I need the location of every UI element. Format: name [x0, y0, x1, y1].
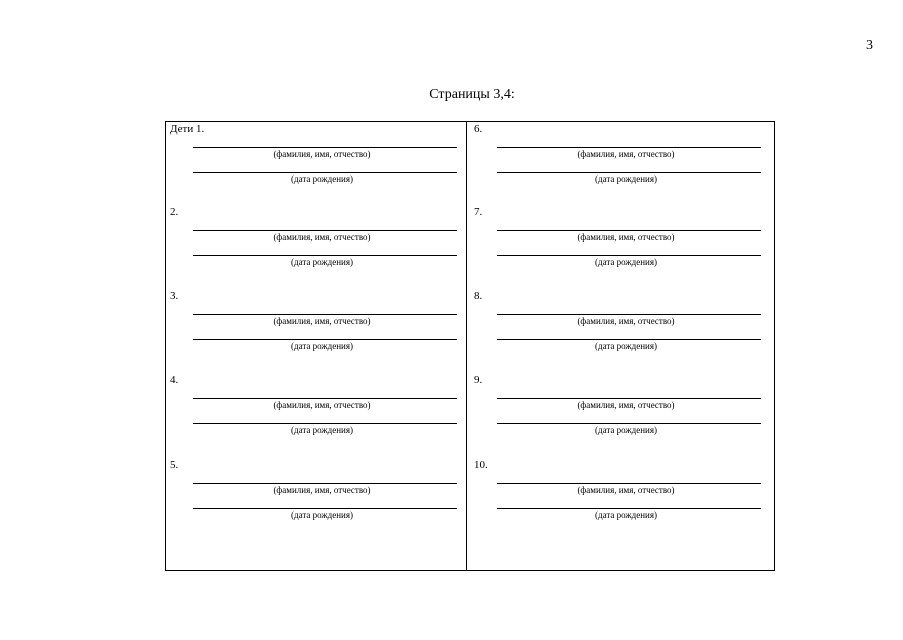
- birth-date-field-caption: (дата рождения): [595, 174, 657, 184]
- page-number: 3: [866, 38, 873, 53]
- name-field-caption: (фамилия, имя, отчество): [273, 485, 371, 495]
- name-field-line[interactable]: [193, 398, 457, 399]
- name-field-line[interactable]: [497, 147, 761, 148]
- child-entry: [474, 459, 774, 529]
- birth-date-field-caption: (дата рождения): [291, 174, 353, 184]
- birth-date-field-line[interactable]: [497, 423, 761, 424]
- name-field-line[interactable]: [193, 483, 457, 484]
- child-entry: [474, 123, 774, 193]
- birth-date-field-line[interactable]: [193, 172, 457, 173]
- name-field-caption: (фамилия, имя, отчество): [577, 400, 675, 410]
- name-field-caption: (фамилия, имя, отчество): [577, 485, 675, 495]
- name-field-line[interactable]: [497, 230, 761, 231]
- child-entry: [474, 374, 774, 444]
- name-field-line[interactable]: [497, 398, 761, 399]
- birth-date-field-line[interactable]: [497, 339, 761, 340]
- child-entry-number: 2.: [170, 206, 179, 218]
- document-title: Страницы 3,4:: [429, 87, 515, 102]
- child-entry-number: 8.: [474, 290, 483, 302]
- child-entry-number: 9.: [474, 374, 483, 386]
- birth-date-field-line[interactable]: [497, 172, 761, 173]
- child-entry: [474, 290, 774, 360]
- child-entry-number: 4.: [170, 374, 179, 386]
- birth-date-field-caption: (дата рождения): [595, 341, 657, 351]
- birth-date-field-caption: (дата рождения): [595, 257, 657, 267]
- birth-date-field-line[interactable]: [193, 255, 457, 256]
- name-field-caption: (фамилия, имя, отчество): [273, 149, 371, 159]
- birth-date-field-line[interactable]: [193, 339, 457, 340]
- name-field-line[interactable]: [193, 314, 457, 315]
- child-entry-number: 3.: [170, 290, 179, 302]
- child-entry-number: 5.: [170, 459, 179, 471]
- birth-date-field-caption: (дата рождения): [291, 257, 353, 267]
- child-entry: [474, 206, 774, 276]
- child-entry-number: Дети 1.: [170, 123, 205, 135]
- name-field-caption: (фамилия, имя, отчество): [273, 316, 371, 326]
- birth-date-field-caption: (дата рождения): [291, 341, 353, 351]
- name-field-line[interactable]: [193, 230, 457, 231]
- birth-date-field-line[interactable]: [193, 508, 457, 509]
- name-field-caption: (фамилия, имя, отчество): [273, 400, 371, 410]
- name-field-line[interactable]: [193, 147, 457, 148]
- birth-date-field-caption: (дата рождения): [291, 510, 353, 520]
- child-entry: [170, 290, 470, 360]
- child-entry: [170, 459, 470, 529]
- birth-date-field-caption: (дата рождения): [595, 510, 657, 520]
- birth-date-field-caption: (дата рождения): [595, 425, 657, 435]
- name-field-line[interactable]: [497, 314, 761, 315]
- birth-date-field-caption: (дата рождения): [291, 425, 353, 435]
- name-field-caption: (фамилия, имя, отчество): [577, 149, 675, 159]
- birth-date-field-line[interactable]: [497, 255, 761, 256]
- child-entry-number: 7.: [474, 206, 483, 218]
- child-entry-number: 10.: [474, 459, 488, 471]
- child-entry: [170, 206, 470, 276]
- child-entry: [170, 374, 470, 444]
- name-field-caption: (фамилия, имя, отчество): [273, 232, 371, 242]
- birth-date-field-line[interactable]: [193, 423, 457, 424]
- name-field-caption: (фамилия, имя, отчество): [577, 316, 675, 326]
- name-field-line[interactable]: [497, 483, 761, 484]
- child-entry-number: 6.: [474, 123, 483, 135]
- name-field-caption: (фамилия, имя, отчество): [577, 232, 675, 242]
- child-entry: [170, 123, 470, 193]
- birth-date-field-line[interactable]: [497, 508, 761, 509]
